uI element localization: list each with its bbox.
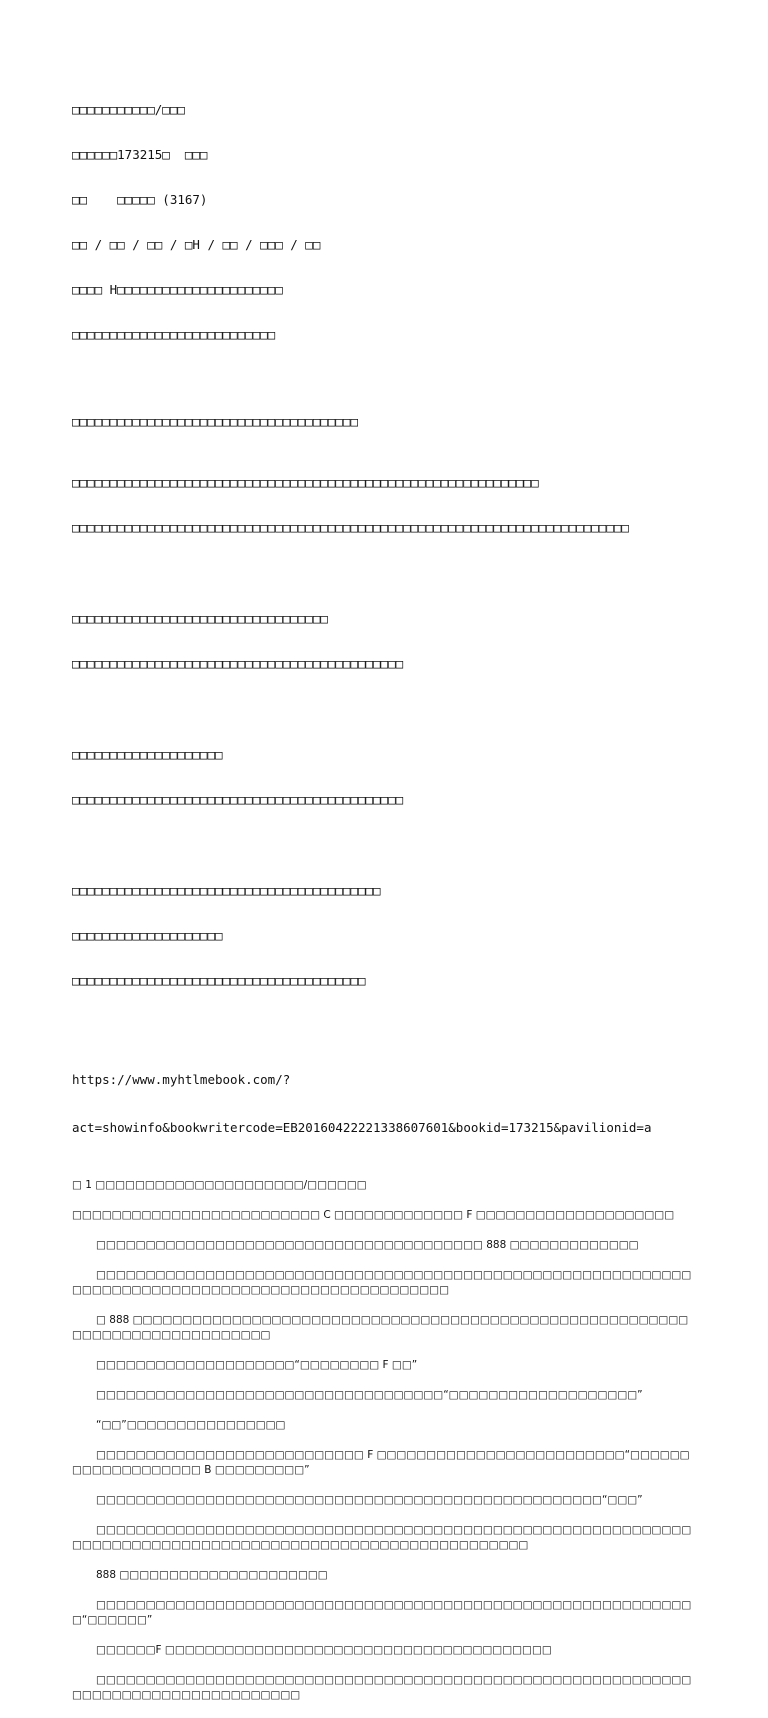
- body-paragraph: □ 888 □□□□□□□□□□□□□□□□□□□□□□□□□□□□□□□□□□□□□□□□□□□□□□□□□□□□□□□□□□□□□□□□□□□□□□□□□□□□: [72, 1314, 689, 1341]
- intro-line: □□□□□□□□□□□□□□□□□□□□□□□□□□□□□□□□□□: [72, 611, 328, 626]
- header-line-summary: □□□□□□□□□□□□□□□□□□□□□□□□□□□: [72, 327, 276, 342]
- intro-paragraph: [72, 445, 696, 565]
- intro-line: □□□□□□□□□□□□□□□□□□□□□□□□□□□□□□□□□□□□□□□□□: [72, 883, 381, 898]
- intro-title: □□□□□□□□□□□□□□□□□□□□□□□□□□□□□□□□□□□□□□: [72, 414, 358, 429]
- body-paragraph: □□□□□□□□□□□□□□□□□□□□□□□□□□□□□□□□□□□□□□□□□□□□□□□□□□□□□□□□□□□□□□□□□□□□□□□□□□□□□□□□□□□: [72, 1674, 692, 1701]
- body-paragraph: □□□□□□□□□□□□□□□□□□□□□□□□□□□□□□□□□□□□□□□□□□□□□□□□□□□“□□□”: [96, 1494, 643, 1506]
- body-paragraph: □□□□□□□□□□□□□□□□□□□□□□□□□□□□□□□□□□□□□□□ 888 □□□□□□□□□□□□□: [96, 1239, 639, 1251]
- body-paragraph: □□□□□□□□□□□□□□□□□□□□□□□□□□□□□□□□□□□□□□□□□□□□□□□□□□□□□□□□□□□□□□□□□□□□□□□□□□□□□□□□□□□□□□□□□□□□□□□□□□: [72, 1269, 692, 1296]
- body-paragraph: □□□□□□□□□□□□□□□□□□□□“□□□□□□□□ F □□”: [96, 1359, 418, 1371]
- intro-line: □□□□□□□□□□□□□□□□□□□□□□□□□□□□□□□□□□□□□□□□□□□□: [72, 792, 404, 807]
- intro-line: □□□□□□□□□□□□□□□□□□□□: [72, 928, 223, 943]
- source-url-line: https://www.myhtlmebook.com/?: [72, 1072, 291, 1087]
- header-line-count: □□ □□□□□ (3167): [72, 192, 208, 207]
- intro-paragraph: [72, 853, 696, 1018]
- source-url: [72, 1040, 696, 1168]
- source-url-line: act=showinfo&bookwritercode=EB20160422221338607601&bookid=173215&pavilionid=a: [72, 1120, 652, 1135]
- header-line-title: □□□□□□□□□□□/□□□: [72, 102, 185, 117]
- chapter-heading: □ 1 □□□□□□□□□□□□□□□□□□□□□/□□□□□□: [72, 1179, 367, 1191]
- chapter-body: [72, 1178, 696, 1703]
- intro-line: □□□□□□□□□□□□□□□□□□□□□□□□□□□□□□□□□□□□□□□□□□□□□□□□□□□□□□□□□□□□□□□□□□□□□□□□□□: [72, 520, 629, 535]
- body-paragraph: □□□□□□F □□□□□□□□□□□□□□□□□□□□□□□□□□□□□□□□□□□□□□□: [96, 1644, 552, 1656]
- header-line-meta: □□□□ H□□□□□□□□□□□□□□□□□□□□□□: [72, 282, 283, 297]
- intro-line: □□□□□□□□□□□□□□□□□□□□□□□□□□□□□□□□□□□□□□□: [72, 973, 366, 988]
- intro-paragraph: [72, 717, 696, 837]
- intro-line: □□□□□□□□□□□□□□□□□□□□□□□□□□□□□□□□□□□□□□□□□□□□: [72, 656, 404, 671]
- header-line-tags: □□ / □□ / □□ / □H / □□ / □□□ / □□: [72, 237, 321, 252]
- body-paragraph: 888 □□□□□□□□□□□□□□□□□□□□□: [96, 1569, 328, 1581]
- header-line-id: □□□□□□173215□ □□□: [72, 147, 208, 162]
- body-paragraph: □□□□□□□□□□□□□□□□□□□□□□□□□□□ F □□□□□□□□□□□□□□□□□□□□□□□□□“□□□□□□□□□□□□□□□□□□□ B □□□□□□□□□”: [72, 1449, 690, 1476]
- document-page: [72, 72, 696, 1718]
- body-paragraph: □□□□□□□□□□□□□□□□□□□□□□□□□□□□□□□□□□□“□□□□□□□□□□□□□□□□□□□”: [96, 1389, 643, 1401]
- body-paragraph: “□□”□□□□□□□□□□□□□□□□: [96, 1419, 286, 1431]
- intro-paragraph: [72, 581, 696, 701]
- body-paragraph: □□□□□□□□□□□□□□□□□□□□□□□□□□□□□□□□□□□□□□□□□□□□□□□□□□□□□□□□□□□□□□□□□□□□□□□□□□□□□□□□□□□□□□□□□□□□□□□□□□□□□□□□□□: [72, 1524, 692, 1551]
- body-paragraph: □□□□□□□□□□□□□□□□□□□□□□□□□ C □□□□□□□□□□□□□ F □□□□□□□□□□□□□□□□□□□□: [72, 1209, 675, 1221]
- intro-line: □□□□□□□□□□□□□□□□□□□□: [72, 747, 223, 762]
- intro-line: □□□□□□□□□□□□□□□□□□□□□□□□□□□□□□□□□□□□□□□□□□□□□□□□□□□□□□□□□□□□□□: [72, 475, 539, 490]
- book-header: [72, 72, 696, 372]
- body-paragraph: □□□□□□□□□□□□□□□□□□□□□□□□□□□□□□□□□□□□□□□□□□□□□□□□□□□□□□□□□□□□□“□□□□□□”: [72, 1599, 692, 1626]
